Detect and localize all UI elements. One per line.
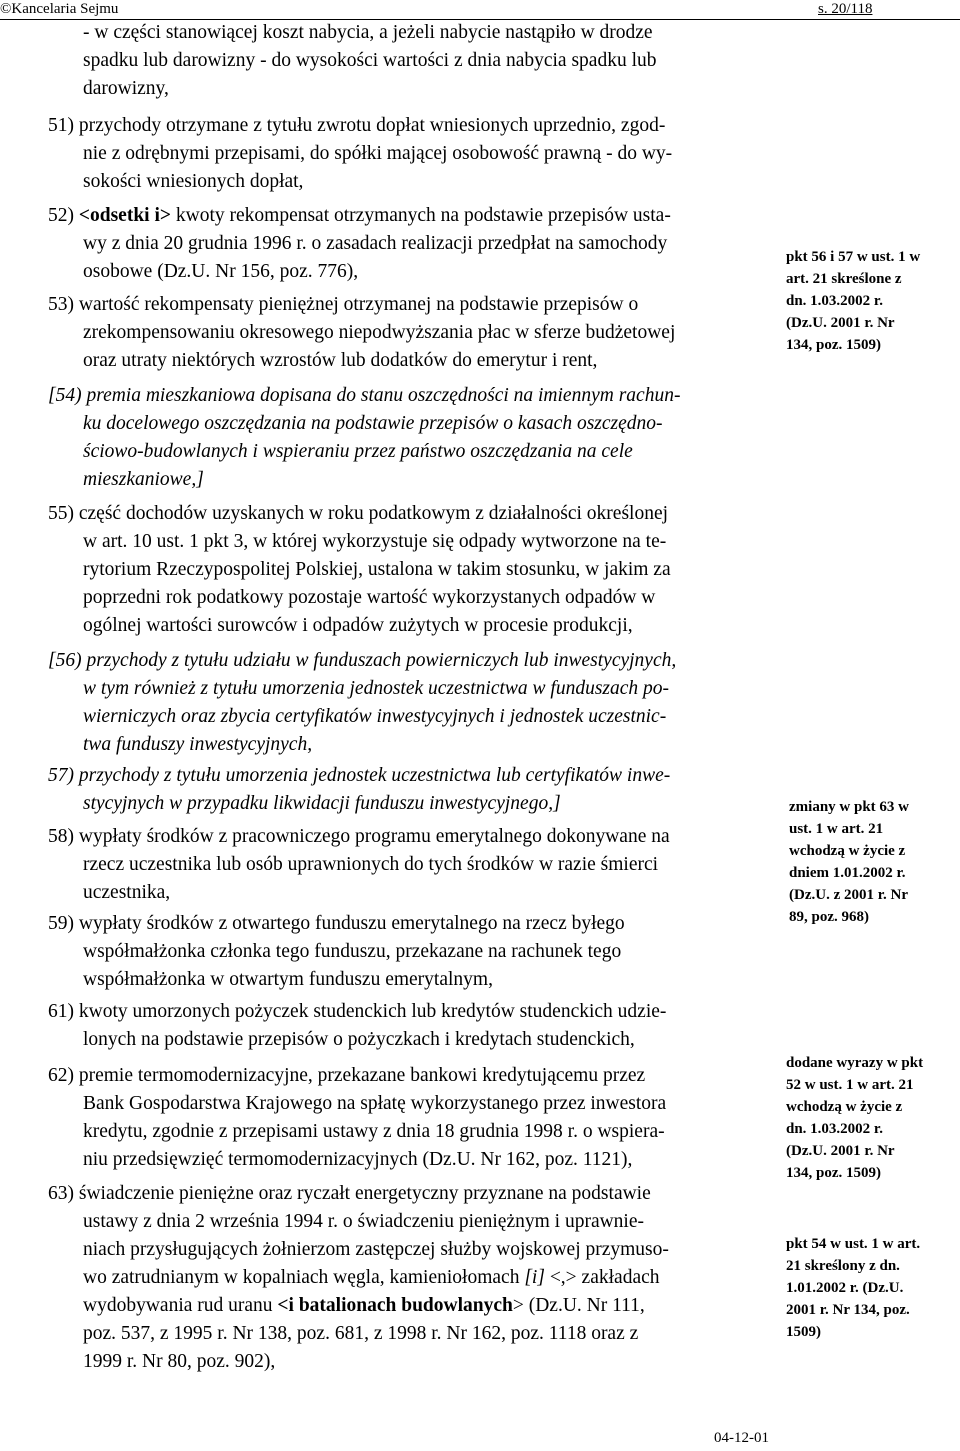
text-line: [54) premia mieszkaniowa dopisana do stanu oszczędności na imiennym rachun-: [48, 385, 681, 406]
text-line: - w części stanowiącej koszt nabycia, a jeżeli nabycie nastąpiło w drodze: [83, 22, 653, 43]
paragraph-63: [48, 1180, 773, 1376]
paragraph-52: [48, 202, 773, 286]
text-line: spadku lub darowizny - do wysokości wartości z dnia nabycia spadku lub: [83, 50, 657, 71]
text-line: w tym również z tytułu umorzenia jednostek uczestnictwa w funduszach po-: [83, 678, 670, 699]
note-line: pkt 56 i 57 w ust. 1 w: [786, 249, 921, 265]
text-line: kredytu, zgodnie z przepisami ustawy z dnia 18 grudnia 1998 r. o wspiera-: [83, 1121, 665, 1142]
text-line: [48, 202, 773, 230]
paragraph-57-repealed: [48, 762, 773, 818]
paragraph-61: [48, 998, 773, 1054]
paragraph-59: [48, 910, 773, 994]
text-line: uczestnika,: [83, 882, 171, 903]
text-line: stycyjnych w przypadku likwidacji funduszu inwestycyjnego,]: [83, 793, 561, 814]
text-fragment: kwoty rekompensat otrzymanych na podstawie przepisów usta-: [171, 205, 671, 226]
text-line: 63) świadczenie pieniężne oraz ryczałt energetyczny przyznane na podstawie: [48, 1183, 651, 1204]
text-line: 59) wypłaty środków z otwartego funduszu emerytalnego na rzecz byłego: [48, 913, 625, 934]
note-line: dodane wyrazy w pkt: [786, 1055, 924, 1071]
text-fragment: wydobywania rud uranu: [83, 1295, 278, 1316]
text-line: rzecz uczestnika lub osób uprawnionych do tych środków w razie śmierci: [83, 854, 659, 875]
note-line: ust. 1 w art. 21: [789, 821, 884, 837]
text-line: zrekompensowaniu okresowego niepodwyższania płac w sferze budżetowej: [83, 322, 676, 343]
margin-note-3: [786, 1052, 956, 1184]
text-line: lonych na podstawie przepisów o pożyczkach i kredytach studenckich,: [83, 1029, 635, 1050]
text-line: 58) wypłaty środków z pracowniczego programu emerytalnego dokonywane na: [48, 826, 670, 847]
paragraph-58: [48, 823, 773, 907]
text-line: 51) przychody otrzymane z tytułu zwrotu dopłat wniesionych uprzednio, zgod-: [48, 115, 666, 136]
note-line: (Dz.U. 2001 r. Nr: [786, 1143, 895, 1159]
note-line: 134, poz. 1509): [786, 1165, 881, 1181]
paragraph-51: [48, 112, 773, 196]
paragraph-continuation: [83, 19, 773, 103]
note-line: 134, poz. 1509): [786, 337, 881, 353]
margin-note-2: [789, 796, 959, 928]
note-line: dniem 1.01.2002 r.: [789, 865, 906, 881]
text-line: ogólnej wartości surowców i odpadów zużytych w procesie produkcji,: [83, 615, 633, 636]
text-line: niu przedsięwzięć termomodernizacyjnych (Dz.U. Nr 162, poz. 1121),: [83, 1149, 633, 1170]
paragraph-53: [48, 291, 773, 375]
footer-date: 04-12-01: [714, 1430, 769, 1446]
margin-note-1: [786, 246, 956, 356]
text-line: ściowo-budowlanych i wspieraniu przez państwo oszczędzania na cele: [83, 441, 633, 462]
paragraph-62: [48, 1062, 773, 1174]
note-line: zmiany w pkt 63 w: [789, 799, 910, 815]
text-line: 62) premie termomodernizacyjne, przekazane bankowi kredytującemu przez: [48, 1065, 646, 1086]
paragraph-54-repealed: [48, 382, 773, 494]
text-line: w art. 10 ust. 1 pkt 3, w której wykorzystuje się odpady wytworzone na te-: [83, 531, 667, 552]
note-line: 52 w ust. 1 w art. 21: [786, 1077, 914, 1093]
text-line: niach przysługujących żołnierzom zastępczej służby wojskowej przymuso-: [83, 1239, 669, 1260]
text-fragment: wo zatrudnianym w kopalniach węgla, kamieniołomach: [83, 1267, 525, 1288]
note-line: (Dz.U. 2001 r. Nr: [786, 315, 895, 331]
text-line: 61) kwoty umorzonych pożyczek studenckich lub kredytów studenckich udzie-: [48, 1001, 667, 1022]
paragraph-55: [48, 500, 773, 640]
text-line: [48, 1292, 773, 1320]
text-line: oraz utraty niektórych wzrostów lub dodatków do emerytur i rent,: [83, 350, 598, 371]
note-line: wchodzą w życie z: [789, 843, 906, 859]
note-line: dn. 1.03.2002 r.: [786, 293, 883, 309]
text-line: [48, 1264, 773, 1292]
text-line: 1999 r. Nr 80, poz. 902),: [83, 1351, 276, 1372]
text-fragment: > (Dz.U. Nr 111,: [512, 1295, 645, 1316]
text-line: [56) przychody z tytułu udziału w funduszach powierniczych lub inwestycyjnych,: [48, 650, 677, 671]
page-number: s. 20/118: [818, 1, 873, 17]
note-line: 1509): [786, 1324, 821, 1340]
text-line: ku docelowego oszczędzania na podstawie przepisów o kasach oszczędno-: [83, 413, 663, 434]
note-line: 2001 r. Nr 134, poz.: [786, 1302, 910, 1318]
note-line: 89, poz. 968): [789, 909, 869, 925]
text-line: darowizny,: [83, 78, 169, 99]
note-line: 21 skreślony z dn.: [786, 1258, 900, 1274]
text-line: Bank Gospodarstwa Krajowego na spłatę wykorzystanego przez inwestora: [83, 1093, 667, 1114]
text-line: poprzedni rok podatkowy pozostaje wartość wykorzystanych odpadów w: [83, 587, 656, 608]
text-line: poz. 537, z 1995 r. Nr 138, poz. 681, z 1998 r. Nr 162, poz. 1118 oraz z: [83, 1323, 639, 1344]
text-line: twa funduszy inwestycyjnych,: [83, 734, 313, 755]
amendment-marker: <i batalionach budowlanych: [277, 1295, 513, 1316]
text-line: wy z dnia 20 grudnia 1996 r. o zasadach realizacji przedpłat na samochody: [83, 233, 668, 254]
amendment-marker: <odsetki i>: [78, 205, 171, 226]
text-line: 53) wartość rekompensaty pieniężnej otrzymanej na podstawie przepisów o: [48, 294, 639, 315]
text-line: osobowe (Dz.U. Nr 156, poz. 776),: [83, 261, 359, 282]
note-line: art. 21 skreślone z: [786, 271, 902, 287]
header-left: ©Kancelaria Sejmu: [0, 1, 119, 17]
text-line: rytorium Rzeczypospolitej Polskiej, ustalona w takim stosunku, w jakim za: [83, 559, 671, 580]
text-line: 55) część dochodów uzyskanych w roku podatkowym z działalności określonej: [48, 503, 669, 524]
text-line: 57) przychody z tytułu umorzenia jednostek uczestnictwa lub certyfikatów inwe-: [48, 765, 671, 786]
text-fragment: <,> zakładach: [544, 1267, 660, 1288]
note-line: wchodzą w życie z: [786, 1099, 903, 1115]
note-line: (Dz.U. z 2001 r. Nr: [789, 887, 908, 903]
deletion-marker: [i]: [524, 1267, 545, 1288]
item-number: 52): [48, 205, 79, 226]
text-line: współmałżonka w otwartym funduszu emerytalnym,: [83, 969, 493, 990]
note-line: pkt 54 w ust. 1 w art.: [786, 1236, 921, 1252]
text-line: sokości wniesionych dopłat,: [83, 171, 304, 192]
note-line: dn. 1.03.2002 r.: [786, 1121, 883, 1137]
margin-note-4: [786, 1233, 956, 1343]
paragraph-56-repealed: [48, 647, 773, 759]
text-line: ustawy z dnia 2 września 1994 r. o świadczeniu pieniężnym i uprawnie-: [83, 1211, 644, 1232]
text-line: współmałżonka członka tego funduszu, przekazane na rachunek tego: [83, 941, 622, 962]
text-line: wierniczych oraz zbycia certyfikatów inwestycyjnych i jednostek uczestnic-: [83, 706, 667, 727]
note-line: 1.01.2002 r. (Dz.U.: [786, 1280, 904, 1296]
text-line: mieszkaniowe,]: [83, 469, 204, 490]
text-line: nie z odrębnymi przepisami, do spółki mającej osobowość prawną - do wy-: [83, 143, 673, 164]
